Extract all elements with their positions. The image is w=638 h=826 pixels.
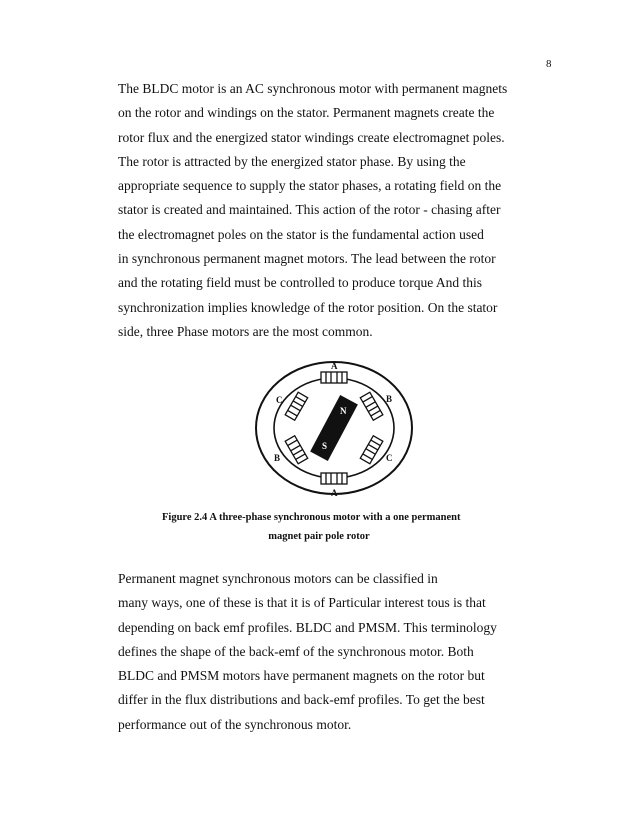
text-line: differ in the flux distributions and back-emf profiles. To get the best: [118, 692, 485, 708]
text-line: many ways, one of these is that it is of Particular interest tous is that: [118, 595, 486, 611]
text-line: The rotor is attracted by the energized stator phase. By using the: [118, 153, 466, 169]
text-line: appropriate sequence to supply the stator phases, a rotating field on the: [118, 178, 502, 194]
paragraph-bldc-intro: [118, 77, 538, 344]
text-line: side, three Phase motors are the most common.: [118, 323, 373, 339]
label-a-bottom: A: [331, 488, 338, 498]
paragraph-pm-classification: [118, 567, 538, 737]
stator-pole-a-bottom: [321, 473, 347, 484]
label-south: S: [322, 441, 328, 451]
stator-pole-a-top: [321, 372, 347, 383]
text-line: synchronization implies knowledge of the rotor position. On the stator: [118, 299, 498, 315]
text-line: The BLDC motor is an AC synchronous motor with permanent magnets: [118, 81, 508, 96]
text-line: Permanent magnet synchronous motors can be classified in: [118, 571, 438, 586]
text-line: rotor flux and the energized stator windings create electromagnet poles.: [118, 129, 505, 145]
text-line: in synchronous permanent magnet motors. The lead between the rotor: [118, 251, 496, 267]
motor-diagram: [254, 358, 414, 498]
text-line: BLDC and PMSM motors have permanent magnets on the rotor but: [118, 668, 485, 684]
label-a-top: A: [331, 361, 338, 371]
figure-caption-line2: magnet pair pole rotor: [268, 531, 370, 542]
label-b-left: B: [274, 453, 281, 463]
text-line: depending on back emf profiles. BLDC and PMSM. This terminology: [118, 619, 497, 635]
label-c-left: C: [276, 395, 283, 405]
label-c-right: C: [386, 453, 393, 463]
text-line: stator is created and maintained. This action of the rotor - chasing after: [118, 202, 501, 218]
motor-diagram-figure: [254, 358, 414, 498]
page-number: 8: [546, 58, 552, 70]
text-line: defines the shape of the back-emf of the synchronous motor. Both: [118, 643, 474, 659]
text-line: and the rotating field must be controlled to produce torque And this: [118, 275, 483, 291]
text-line: the electromagnet poles on the stator is the fundamental action used: [118, 226, 484, 242]
label-north: N: [340, 406, 347, 416]
text-line: performance out of the synchronous motor.: [118, 716, 352, 732]
figure-caption-line1: Figure 2.4 A three-phase synchronous motor with a one permanent: [162, 512, 461, 523]
label-b-right: B: [386, 394, 393, 404]
text-line: on the rotor and windings on the stator. Permanent magnets create the: [118, 105, 495, 121]
